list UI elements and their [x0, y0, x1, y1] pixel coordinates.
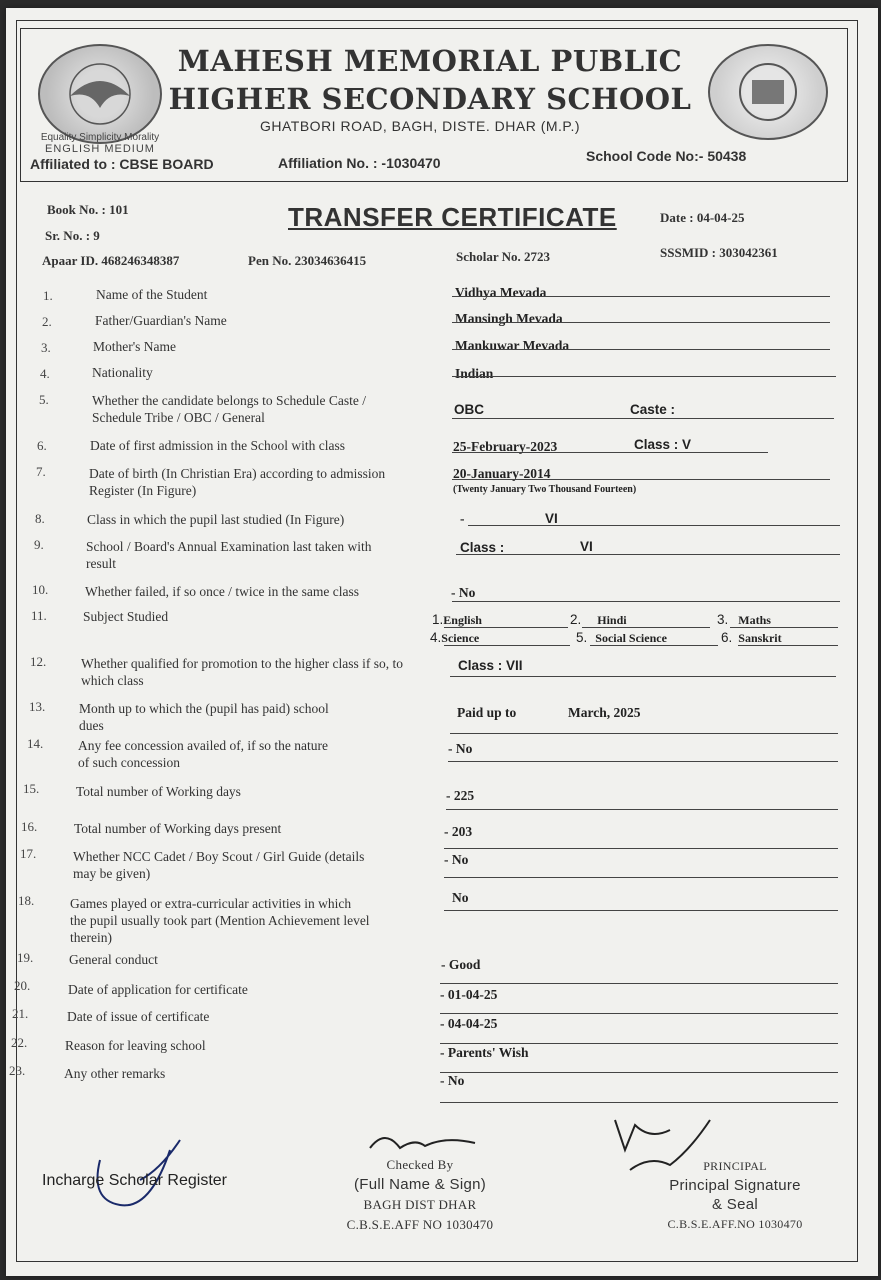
dob-value: 20-January-2014 [453, 466, 551, 481]
fill-line [452, 296, 830, 297]
subject-2: 2. Hindi [570, 612, 627, 627]
row-label: Games played or extra-curricular activities in which the pupil usually took part (Mention Achievement level therein) [70, 896, 370, 945]
fill-line [450, 676, 836, 677]
pen-number: Pen No. 23034636415 [248, 253, 367, 268]
school-code: School Code No:- 50438 [586, 148, 747, 164]
fill-line [468, 525, 840, 526]
fill-line [452, 452, 768, 453]
row-label: Nationality [92, 365, 153, 380]
row-label: Any other remarks [64, 1066, 166, 1081]
row-number: 21. [12, 1006, 29, 1021]
dash: - [460, 511, 465, 526]
fill-line [448, 761, 838, 762]
row-number: 2. [42, 314, 52, 329]
fill-line [444, 848, 838, 849]
failed-value: - No [451, 585, 476, 600]
fill-line [440, 1043, 838, 1044]
row-label: Date of issue of certificate [67, 1009, 210, 1024]
row-label: Date of first admission in the School with class [90, 438, 345, 453]
fill-line [456, 554, 840, 555]
conduct-value: - Good [441, 957, 481, 972]
dob-words: (Twenty January Two Thousand Fourteen) [453, 484, 637, 495]
subject-3: 3. Maths [717, 612, 771, 627]
row-label: Whether qualified for promotion to the higher class if so, to which class [81, 656, 404, 688]
fee-concession-value: - No [448, 741, 473, 756]
certificate-title: TRANSFER CERTIFICATE [288, 202, 617, 232]
class-label: Class : [460, 540, 505, 555]
row-number: 22. [11, 1035, 28, 1050]
mother-name-value: Mankuwar Mevada [455, 338, 570, 353]
row-number: 9. [34, 537, 44, 552]
category-value: OBC [454, 402, 484, 417]
father-name-value: Mansingh Mevada [455, 311, 563, 326]
checker-signature [365, 1128, 485, 1158]
admission-date-value: 25-February-2023 [453, 439, 558, 454]
fill-line [444, 627, 568, 628]
row-number: 6. [37, 438, 47, 453]
cbse-logo [708, 44, 828, 140]
row-label: Subject Studied [83, 609, 169, 624]
paid-up-to-value: March, 2025 [568, 705, 641, 720]
row-number: 18. [18, 893, 35, 908]
student-name-value: Vidhya Mevada [455, 285, 547, 300]
affiliation-number: Affiliation No. : -1030470 [278, 155, 441, 171]
fill-line [582, 627, 710, 628]
sssmid: SSSMID : 303042361 [660, 245, 778, 260]
last-class-value: VI [545, 511, 558, 526]
row-number: 23. [9, 1063, 26, 1078]
row-label: Reason for leaving school [65, 1038, 206, 1053]
row-number: 19. [17, 950, 34, 965]
row-label: Whether failed, if so once / twice in the same class [85, 584, 360, 599]
subject-4: 4.Science [430, 630, 480, 645]
row-number: 10. [32, 582, 49, 597]
issue-date-value: - 04-04-25 [440, 1016, 498, 1031]
row-label: Date of birth (In Christian Era) according to admission Register (In Figure) [89, 466, 386, 498]
logo-caption: Equality Simplicity Morality ENGLISH MEDIUM [40, 132, 160, 155]
row-label: Any fee concession availed of, if so the nature of such concession [78, 738, 329, 770]
fill-line [444, 877, 838, 878]
exam-class-value: VI [580, 539, 593, 554]
nationality-value: Indian [455, 366, 494, 381]
cbse-emblem-icon [710, 46, 826, 138]
fill-line [452, 601, 840, 602]
book-number: Book No. : 101 [47, 202, 129, 217]
row-label: Total number of Working days [76, 784, 241, 799]
fill-line [738, 645, 838, 646]
subject-1: 1.English [432, 612, 482, 627]
admission-class: Class : V [634, 437, 692, 452]
certificate-date: Date : 04-04-25 [660, 210, 745, 225]
row-label: Class in which the pupil last studied (In Figure) [87, 512, 345, 527]
row-label: Date of application for certificate [68, 982, 248, 997]
incharge-scholar-register: Incharge Scholar Register [42, 1172, 227, 1189]
row-number: 13. [29, 699, 46, 714]
row-label: Whether the candidate belongs to Schedule Caste / Schedule Tribe / OBC / General [92, 393, 367, 425]
promotion-value: Class : VII [458, 658, 523, 673]
fill-line [452, 418, 834, 419]
remarks-value: - No [440, 1073, 465, 1088]
fill-line [440, 1072, 838, 1073]
school-address: GHATBORI ROAD, BAGH, DISTE. DHAR (M.P.) [259, 118, 580, 134]
school-name: MAHESH MEMORIAL PUBLIC HIGHER SECONDARY SCHOOL [168, 44, 692, 116]
school-emblem-logo [38, 44, 162, 144]
row-label: School / Board's Annual Examination last taken with result [86, 539, 372, 571]
apaar-id: Apaar ID. 468246348387 [42, 253, 180, 268]
eagle-emblem-icon [40, 46, 160, 142]
row-number: 14. [27, 736, 44, 751]
affiliated-to: Affiliated to : CBSE BOARD [30, 156, 214, 172]
checked-by-block: Checked By (Full Name & Sign) BAGH DIST DHAR C.B.S.E.AFF NO 1030470 [346, 1157, 494, 1232]
fill-line [450, 733, 838, 734]
row-number: 3. [41, 340, 51, 355]
fill-line [452, 479, 830, 480]
subject-5: 5. Social Science [576, 630, 667, 645]
row-number: 12. [30, 654, 47, 669]
row-label: Month up to which the (pupil has paid) school dues [79, 701, 329, 733]
row-label: Whether NCC Cadet / Boy Scout / Girl Guide (details may be given) [73, 849, 365, 881]
games-value: No [452, 890, 469, 905]
fill-line [440, 1013, 838, 1014]
working-days-value: - 225 [446, 788, 475, 803]
row-number: 7. [36, 464, 46, 479]
principal-stamp: PRINCIPAL Principal Signature & Seal C.B.S.E.AFF.NO 1030470 [667, 1159, 803, 1231]
paid-up-to-label: Paid up to [457, 705, 517, 720]
row-number: 8. [35, 511, 45, 526]
leaving-reason-value: - Parents' Wish [440, 1045, 529, 1060]
days-present-value: - 203 [444, 824, 473, 839]
fill-line [444, 910, 838, 911]
ncc-value: - No [444, 852, 469, 867]
row-label: Mother's Name [93, 339, 177, 354]
fill-line [446, 809, 838, 810]
fill-line [444, 645, 570, 646]
fill-line [730, 627, 838, 628]
row-label: Name of the Student [96, 287, 208, 302]
fill-line [440, 1102, 838, 1103]
serial-number: Sr. No. : 9 [45, 228, 100, 243]
row-number: 1. [43, 288, 53, 303]
row-number: 11. [31, 608, 47, 623]
row-number: 4. [40, 366, 50, 381]
fill-line [452, 376, 836, 377]
application-date-value: - 01-04-25 [440, 987, 498, 1002]
caste-label: Caste : [630, 402, 676, 417]
row-label: Father/Guardian's Name [95, 313, 227, 328]
subject-6: 6. Sanskrit [721, 630, 782, 645]
row-number: 15. [23, 781, 40, 796]
row-label: Total number of Working days present [74, 821, 282, 836]
row-label: General conduct [69, 952, 158, 967]
scholar-number: Scholar No. 2723 [456, 249, 551, 264]
fill-line [590, 645, 718, 646]
fill-line [440, 983, 838, 984]
row-number: 16. [21, 819, 38, 834]
row-number: 20. [14, 978, 31, 993]
fill-line [452, 322, 830, 323]
row-number: 17. [20, 846, 37, 861]
fill-line [452, 349, 830, 350]
row-number: 5. [39, 392, 49, 407]
